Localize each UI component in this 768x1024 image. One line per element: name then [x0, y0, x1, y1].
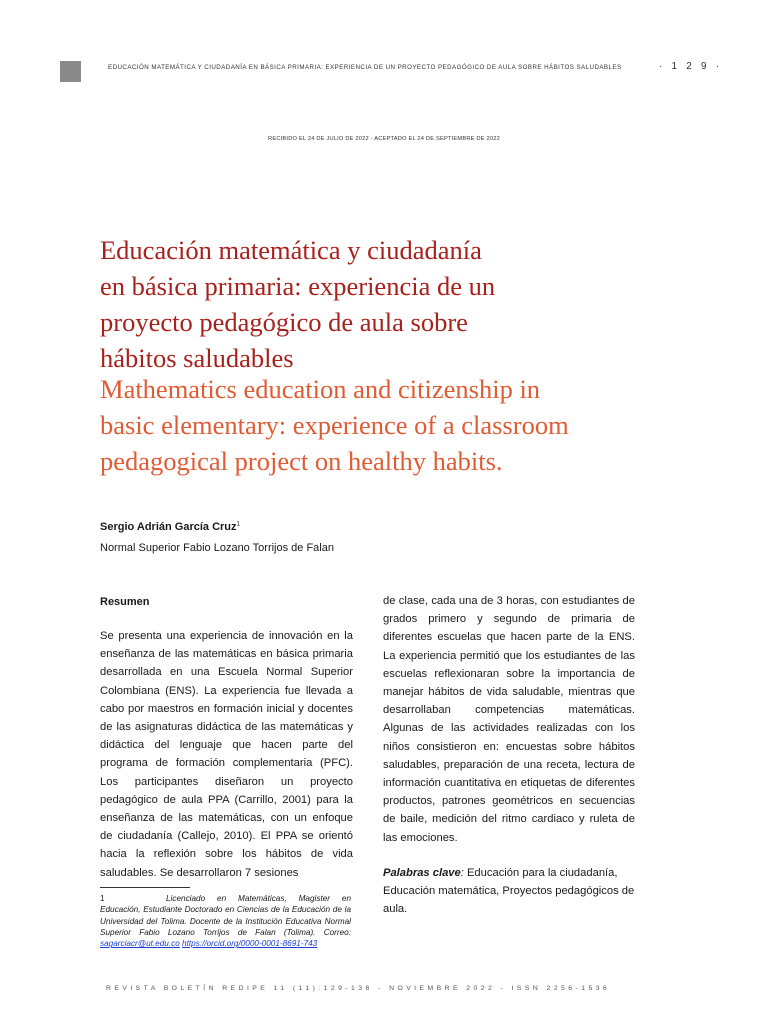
- keywords-colon: :: [460, 866, 464, 879]
- title-en-line: Mathematics education and citizenship in: [100, 374, 541, 404]
- author-name: [100, 521, 240, 533]
- keywords: [383, 864, 635, 919]
- received-accepted-dates: RECIBIDO EL 24 DE JULIO DE 2022 - ACEPTADO EL 24 DE SEPTIEMBRE DE 2022: [268, 136, 500, 142]
- header-gray-square: [60, 61, 81, 82]
- title-es-line: Educación matemática y ciudadanía: [100, 235, 482, 265]
- keywords-label: Palabras clave: [383, 866, 461, 879]
- author-affiliation: Normal Superior Fabio Lozano Torrijos de Falan: [100, 542, 334, 554]
- title-es-line: en básica primaria: experiencia de un: [100, 271, 496, 301]
- abstract-heading: Resumen: [100, 596, 150, 608]
- keywords-text: Educación para la ciudadanía, Educación matemática, Proyectos pedagógicos de aula.: [383, 866, 635, 916]
- running-head: EDUCACIÓN MATEMÁTICA Y CIUDADANÍA EN BÁSICA PRIMARIA: EXPERIENCIA DE UN PROYECTO PEDAGÓGICO DE AULA SOBRE HÁBITOS SALUDABLES: [108, 64, 622, 71]
- orcid-link[interactable]: https://orcid.org/0000-0001-8691-743: [182, 939, 318, 949]
- title-english: [100, 371, 700, 479]
- author-name-text: Sergio Adrián García Cruz: [100, 521, 237, 533]
- abstract-text-left: Se presenta una experiencia de innovación en la enseñanza de las matemáticas en básica primaria desarrollada en una Escuela Normal Superior Colombiana (ENS). La experiencia fue llevada a cabo por maestros en formación inicial y docentes de las asignaturas didáctica de las matemáticas y didáctica del lenguaje que hacen parte del programa de formación complementaria (PFC). Los participantes diseñaron un proyecto pedagógico de aula PPA (Carrillo, 2001) para la enseñanza de las matemáticas, con un enfoque de ciudadanía (Callejo, 2010). El PPA se orientó hacia la reflexión sobre los hábitos de vida saludables. Se desarrollaron 7 sesiones: [100, 630, 353, 879]
- title-en-line: basic elementary: experience of a classroom: [100, 410, 569, 440]
- author-footnote-mark: 1: [236, 521, 240, 528]
- footnote-number: 1: [100, 894, 105, 903]
- abstract-right-column: [383, 592, 635, 918]
- footnote-divider: [100, 887, 190, 888]
- page-number: · 1 2 9 ·: [659, 61, 723, 72]
- journal-footer: REVISTA BOLETÍN REDIPE 11 (11):129-136 - NOVIEMBRE 2022 - ISSN 2256-1536: [106, 985, 611, 992]
- title-es-line: hábitos saludables: [100, 343, 294, 373]
- footnote: [100, 893, 351, 949]
- abstract-left-column: [100, 594, 353, 882]
- title-spanish: [100, 232, 700, 376]
- email-link[interactable]: sagarciacr@ut.edu.co: [100, 939, 180, 949]
- footnote-text: Licenciado en Matemáticas, Magister en Educación, Estudiante Doctorado en Ciencias de la Educación de la Universidad del Tolima. Docente de la Institución Educativa Normal Superior Fabio Lozano Torrijos de Falan (Tolima). Correo:: [100, 894, 351, 937]
- abstract-text-right: de clase, cada una de 3 horas, con estudiantes de grados primero y segundo de primaria de diferentes escuelas que hacen parte de la ENS. La experiencia permitió que los estudiantes de las escuelas reflexionaran sobre la importancia de manejar hábitos de vida saludable, mientras que desarrollaban competencias matemáticas. Algunas de las actividades realizadas con los niños consistieron en: encuestas sobre hábitos saludables, preparación de una receta, lectura de información cuantitativa en etiquetas de diferentes productos, patrones geométricos en secuencias de baile, medición del ritmo cardiaco y ruleta de las emociones.: [383, 595, 635, 844]
- title-es-line: proyecto pedagógico de aula sobre: [100, 307, 468, 337]
- title-en-line: pedagogical project on healthy habits.: [100, 446, 503, 476]
